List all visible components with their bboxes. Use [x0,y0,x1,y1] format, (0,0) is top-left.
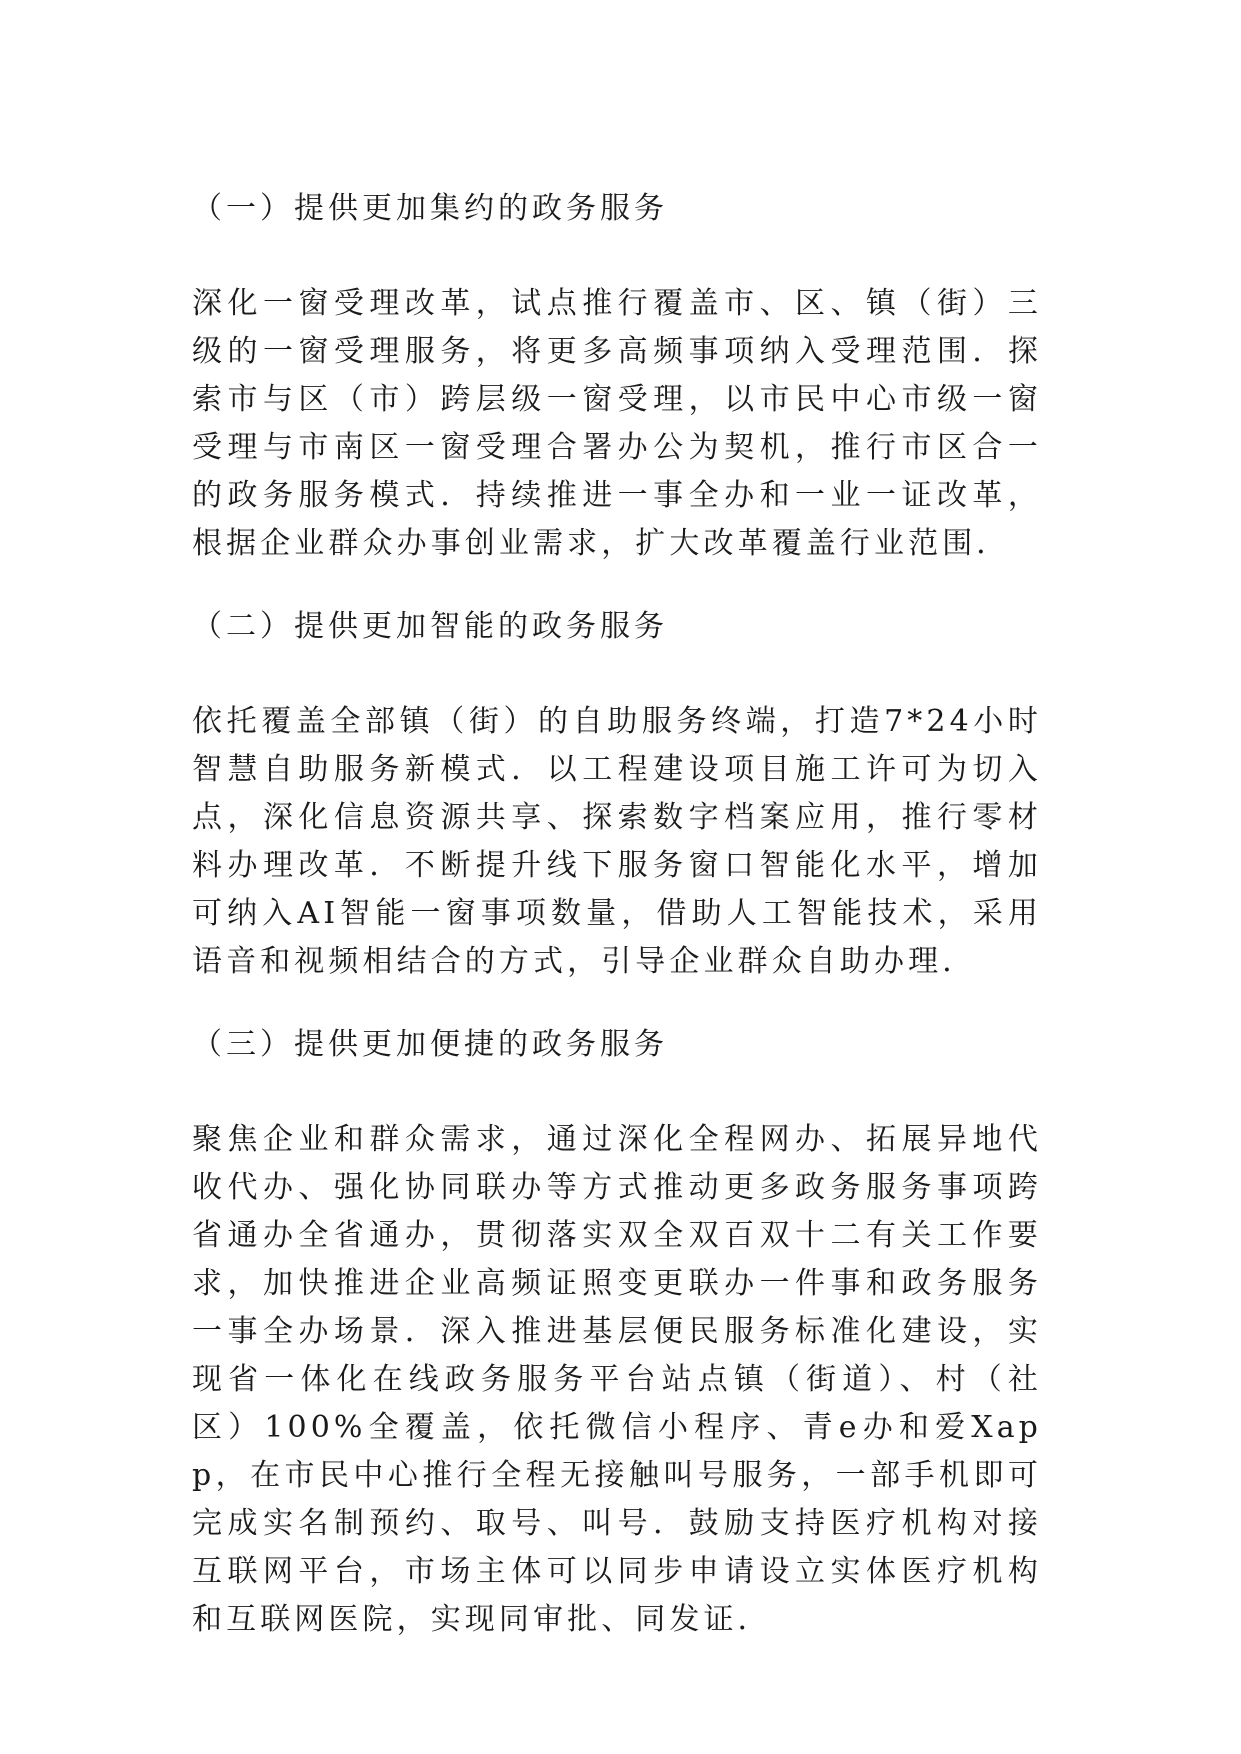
section-heading-3: （三）提供更加便捷的政务服务 [192,1027,668,1062]
section-body-2: 依托覆盖全部镇（街）的自助服务终端，打造7*24小时智慧自助服务新模式．以工程建设项目施工许可为切入点，深化信息资源共享、探索数字档案应用，推行零材料办理改革．不断提升线下服务窗口智能化水平，增加可纳入AI智能一窗事项数量，借助人工智能技术，采用语音和视频相结合的方式，引导企业群众自助办理． [192,704,1042,979]
document-content [192,188,1042,1682]
section-body-1: 深化一窗受理改革，试点推行覆盖市、区、镇（街）三级的一窗受理服务，将更多高频事项纳入受理范围．探索市与区（市）跨层级一窗受理，以市民中心市级一窗受理与市南区一窗受理合署办公为契机，推行市区合一的政务服务模式．持续推进一事全办和一业一证改革，根据企业群众办事创业需求，扩大改革覆盖行业范围． [192,286,1042,561]
section-body-3: 聚焦企业和群众需求，通过深化全程网办、拓展异地代收代办、强化协同联办等方式推动更多政务服务事项跨省通办全省通办，贯彻落实双全双百双十二有关工作要求，加快推进企业高频证照变更联办一件事和政务服务一事全办场景．深入推进基层便民服务标准化建设，实现省一体化在线政务服务平台站点镇（街道）、村（社区）100%全覆盖，依托微信小程序、青e办和爱Xapp，在市民中心推行全程无接触叫号服务，一部手机即可完成实名制预约、取号、叫号．鼓励支持医疗机构对接互联网平台，市场主体可以同步申请设立实体医疗机构和互联网医院，实现同审批、同发证． [192,1122,1042,1637]
section-heading-1: （一）提供更加集约的政务服务 [192,191,668,226]
section-heading-2: （二）提供更加智能的政务服务 [192,609,668,644]
